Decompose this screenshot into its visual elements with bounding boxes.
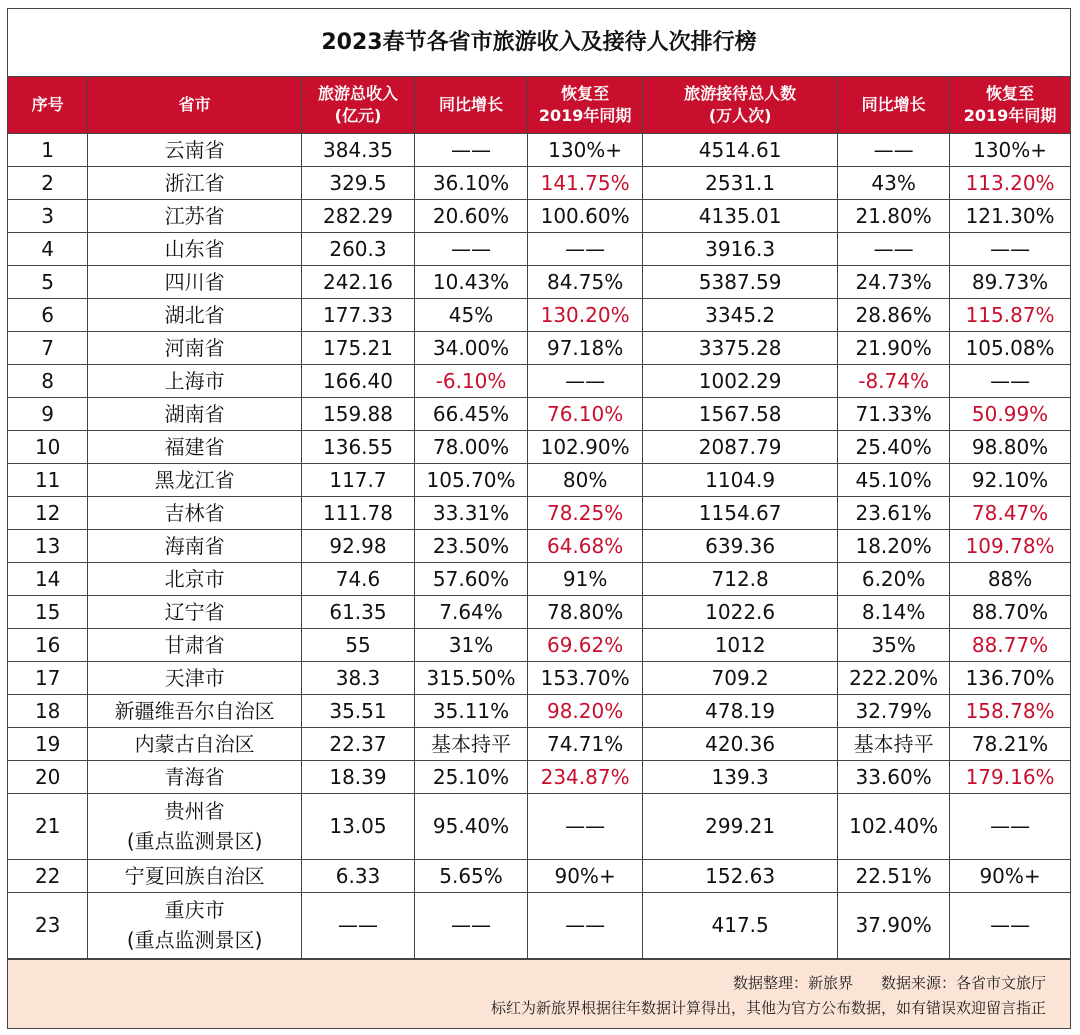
cell-rank: 22: [8, 859, 88, 892]
cell-revenue: 329.5: [301, 166, 414, 199]
cell-vis-growth: 43%: [838, 166, 950, 199]
cell-rank: 13: [8, 529, 88, 562]
cell-rank: 18: [8, 694, 88, 727]
cell-vis-recovery: 179.16%: [950, 760, 1070, 793]
cell-rev-recovery: 91%: [528, 562, 643, 595]
cell-revenue: 384.35: [301, 133, 414, 166]
cell-revenue: 159.88: [301, 397, 414, 430]
cell-visitors: 152.63: [643, 859, 838, 892]
table-row: [8, 529, 1070, 562]
cell-vis-recovery: 78.47%: [950, 496, 1070, 529]
cell-region: 辽宁省: [88, 595, 302, 628]
cell-rev-recovery: 141.75%: [528, 166, 643, 199]
cell-vis-growth: 24.73%: [838, 265, 950, 298]
cell-visitors: 139.3: [643, 760, 838, 793]
cell-visitors: 2531.1: [643, 166, 838, 199]
table-row: [8, 694, 1070, 727]
cell-rev-growth: 36.10%: [415, 166, 528, 199]
table-row: [8, 430, 1070, 463]
cell-rev-growth: 25.10%: [415, 760, 528, 793]
cell-rev-recovery: 97.18%: [528, 331, 643, 364]
cell-rev-growth: 78.00%: [415, 430, 528, 463]
table-row: [8, 496, 1070, 529]
cell-rev-recovery: 78.25%: [528, 496, 643, 529]
cell-rank: 1: [8, 133, 88, 166]
cell-visitors: 3375.28: [643, 331, 838, 364]
cell-vis-recovery: 78.21%: [950, 727, 1070, 760]
cell-rev-recovery: 100.60%: [528, 199, 643, 232]
table-row: [8, 661, 1070, 694]
col-rev-recovery-header: 恢复至 2019年同期: [528, 77, 643, 133]
cell-visitors: 1002.29: [643, 364, 838, 397]
cell-revenue: 35.51: [301, 694, 414, 727]
col-visitors-header: 旅游接待总人数 (万人次): [643, 77, 838, 133]
cell-rev-growth: 105.70%: [415, 463, 528, 496]
cell-rev-recovery: 130.20%: [528, 298, 643, 331]
cell-visitors: 1012: [643, 628, 838, 661]
cell-region: 上海市: [88, 364, 302, 397]
cell-region: 江苏省: [88, 199, 302, 232]
cell-rev-recovery: 78.80%: [528, 595, 643, 628]
cell-revenue: 177.33: [301, 298, 414, 331]
cell-vis-recovery: 113.20%: [950, 166, 1070, 199]
cell-region: 黑龙江省: [88, 463, 302, 496]
cell-rank: 6: [8, 298, 88, 331]
cell-rev-growth: 45%: [415, 298, 528, 331]
cell-vis-recovery: 130%+: [950, 133, 1070, 166]
cell-visitors: 478.19: [643, 694, 838, 727]
cell-vis-recovery: 50.99%: [950, 397, 1070, 430]
cell-rev-recovery: 153.70%: [528, 661, 643, 694]
cell-rev-recovery: ——: [528, 892, 643, 958]
cell-vis-recovery: ——: [950, 793, 1070, 859]
cell-revenue: 282.29: [301, 199, 414, 232]
cell-vis-recovery: 98.80%: [950, 430, 1070, 463]
table-row: [8, 628, 1070, 661]
cell-visitors: 709.2: [643, 661, 838, 694]
cell-vis-recovery: 92.10%: [950, 463, 1070, 496]
cell-rev-growth: 5.65%: [415, 859, 528, 892]
cell-rank: 20: [8, 760, 88, 793]
cell-visitors: 1567.58: [643, 397, 838, 430]
cell-region: 湖南省: [88, 397, 302, 430]
cell-rev-growth: 基本持平: [415, 727, 528, 760]
cell-vis-growth: 6.20%: [838, 562, 950, 595]
cell-rev-growth: 31%: [415, 628, 528, 661]
cell-rev-recovery: ——: [528, 793, 643, 859]
cell-visitors: 1104.9: [643, 463, 838, 496]
footer-source: 数据来源：各省市文旅厅: [880, 974, 1046, 992]
cell-rev-growth: ——: [415, 133, 528, 166]
cell-vis-recovery: 88.77%: [950, 628, 1070, 661]
cell-rev-growth: 315.50%: [415, 661, 528, 694]
cell-rank: 23: [8, 892, 88, 958]
cell-rank: 16: [8, 628, 88, 661]
col-region-header: 省市: [88, 77, 302, 133]
cell-region: 重庆市 (重点监测景区): [88, 892, 302, 958]
table-row: [8, 199, 1070, 232]
cell-rev-growth: 23.50%: [415, 529, 528, 562]
cell-visitors: 420.36: [643, 727, 838, 760]
table-body: [8, 133, 1070, 958]
table-row: [8, 331, 1070, 364]
table-row: [8, 793, 1070, 859]
cell-rev-recovery: ——: [528, 232, 643, 265]
cell-vis-recovery: ——: [950, 364, 1070, 397]
cell-vis-recovery: 115.87%: [950, 298, 1070, 331]
table-row: [8, 364, 1070, 397]
cell-vis-growth: 21.80%: [838, 199, 950, 232]
cell-visitors: 5387.59: [643, 265, 838, 298]
cell-rev-recovery: 102.90%: [528, 430, 643, 463]
cell-visitors: 4514.61: [643, 133, 838, 166]
cell-visitors: 417.5: [643, 892, 838, 958]
cell-rev-growth: 35.11%: [415, 694, 528, 727]
cell-visitors: 1022.6: [643, 595, 838, 628]
cell-rev-recovery: 64.68%: [528, 529, 643, 562]
table-row: [8, 397, 1070, 430]
cell-rank: 5: [8, 265, 88, 298]
cell-visitors: 1154.67: [643, 496, 838, 529]
cell-rev-recovery: ——: [528, 364, 643, 397]
cell-region: 福建省: [88, 430, 302, 463]
cell-revenue: 111.78: [301, 496, 414, 529]
table-row: [8, 727, 1070, 760]
cell-region: 新疆维吾尔自治区: [88, 694, 302, 727]
cell-visitors: 639.36: [643, 529, 838, 562]
cell-vis-recovery: 121.30%: [950, 199, 1070, 232]
cell-rev-growth: ——: [415, 232, 528, 265]
cell-rev-growth: 57.60%: [415, 562, 528, 595]
cell-region: 湖北省: [88, 298, 302, 331]
cell-rank: 4: [8, 232, 88, 265]
footer-compiled-by: 数据整理：新旅界: [732, 974, 853, 992]
cell-revenue: 166.40: [301, 364, 414, 397]
cell-vis-recovery: 105.08%: [950, 331, 1070, 364]
cell-revenue: 61.35: [301, 595, 414, 628]
cell-vis-growth: 32.79%: [838, 694, 950, 727]
cell-vis-growth: -8.74%: [838, 364, 950, 397]
cell-rank: 17: [8, 661, 88, 694]
cell-vis-growth: 45.10%: [838, 463, 950, 496]
cell-vis-growth: 222.20%: [838, 661, 950, 694]
cell-region: 青海省: [88, 760, 302, 793]
cell-region: 山东省: [88, 232, 302, 265]
cell-vis-growth: 37.90%: [838, 892, 950, 958]
cell-rev-growth: 95.40%: [415, 793, 528, 859]
cell-rev-recovery: 98.20%: [528, 694, 643, 727]
cell-region: 宁夏回族自治区: [88, 859, 302, 892]
cell-vis-growth: 102.40%: [838, 793, 950, 859]
table-row: [8, 859, 1070, 892]
footer-disclaimer: 标红为新旅界根据往年数据计算得出，其他为官方公布数据，如有错误欢迎留言指正: [490, 999, 1046, 1017]
cell-revenue: 117.7: [301, 463, 414, 496]
cell-region: 贵州省 (重点监测景区): [88, 793, 302, 859]
cell-rank: 2: [8, 166, 88, 199]
cell-rev-growth: 10.43%: [415, 265, 528, 298]
cell-region: 天津市: [88, 661, 302, 694]
cell-rev-growth: -6.10%: [415, 364, 528, 397]
cell-revenue: 18.39: [301, 760, 414, 793]
cell-vis-growth: 8.14%: [838, 595, 950, 628]
cell-rev-growth: 20.60%: [415, 199, 528, 232]
cell-rank: 7: [8, 331, 88, 364]
cell-revenue: 13.05: [301, 793, 414, 859]
cell-vis-recovery: 90%+: [950, 859, 1070, 892]
col-vis-recovery-header: 恢复至 2019年同期: [950, 77, 1070, 133]
cell-revenue: 260.3: [301, 232, 414, 265]
cell-vis-growth: 25.40%: [838, 430, 950, 463]
cell-revenue: 136.55: [301, 430, 414, 463]
cell-rev-recovery: 130%+: [528, 133, 643, 166]
header-row: [8, 77, 1070, 133]
cell-rev-growth: 33.31%: [415, 496, 528, 529]
cell-vis-growth: 33.60%: [838, 760, 950, 793]
cell-rev-recovery: 80%: [528, 463, 643, 496]
cell-vis-growth: 21.90%: [838, 331, 950, 364]
cell-vis-growth: 71.33%: [838, 397, 950, 430]
cell-rev-growth: 7.64%: [415, 595, 528, 628]
cell-rev-recovery: 90%+: [528, 859, 643, 892]
table-row: [8, 892, 1070, 958]
table-row: [8, 595, 1070, 628]
cell-rank: 3: [8, 199, 88, 232]
cell-visitors: 3345.2: [643, 298, 838, 331]
col-rank-header: 序号: [8, 77, 88, 133]
cell-region: 北京市: [88, 562, 302, 595]
table-title: 2023春节各省市旅游收入及接待人次排行榜: [8, 9, 1070, 77]
cell-vis-recovery: 158.78%: [950, 694, 1070, 727]
cell-rev-recovery: 234.87%: [528, 760, 643, 793]
cell-rank: 9: [8, 397, 88, 430]
cell-region: 河南省: [88, 331, 302, 364]
cell-revenue: 74.6: [301, 562, 414, 595]
table-row: [8, 760, 1070, 793]
cell-revenue: 92.98: [301, 529, 414, 562]
cell-rev-recovery: 76.10%: [528, 397, 643, 430]
cell-revenue: 175.21: [301, 331, 414, 364]
footer-note: [8, 959, 1070, 1028]
cell-rank: 11: [8, 463, 88, 496]
cell-visitors: 2087.79: [643, 430, 838, 463]
cell-revenue: ——: [301, 892, 414, 958]
cell-region: 四川省: [88, 265, 302, 298]
col-rev-growth-header: 同比增长: [415, 77, 528, 133]
col-vis-growth-header: 同比增长: [838, 77, 950, 133]
cell-revenue: 55: [301, 628, 414, 661]
cell-rev-recovery: 84.75%: [528, 265, 643, 298]
cell-visitors: 3916.3: [643, 232, 838, 265]
cell-region: 吉林省: [88, 496, 302, 529]
table-row: [8, 232, 1070, 265]
cell-vis-growth: 35%: [838, 628, 950, 661]
table-row: [8, 298, 1070, 331]
cell-revenue: 6.33: [301, 859, 414, 892]
col-revenue-header: 旅游总收入 (亿元): [301, 77, 414, 133]
cell-vis-recovery: 88%: [950, 562, 1070, 595]
cell-visitors: 299.21: [643, 793, 838, 859]
cell-rev-growth: 34.00%: [415, 331, 528, 364]
cell-region: 云南省: [88, 133, 302, 166]
cell-visitors: 712.8: [643, 562, 838, 595]
cell-revenue: 22.37: [301, 727, 414, 760]
cell-vis-recovery: 89.73%: [950, 265, 1070, 298]
ranking-table: [8, 77, 1070, 959]
cell-rank: 8: [8, 364, 88, 397]
cell-vis-recovery: ——: [950, 892, 1070, 958]
cell-rev-growth: 66.45%: [415, 397, 528, 430]
cell-rev-recovery: 69.62%: [528, 628, 643, 661]
cell-rank: 14: [8, 562, 88, 595]
cell-revenue: 38.3: [301, 661, 414, 694]
cell-region: 甘肃省: [88, 628, 302, 661]
cell-vis-growth: 23.61%: [838, 496, 950, 529]
ranking-table-frame: [7, 8, 1071, 1029]
cell-vis-growth: 28.86%: [838, 298, 950, 331]
cell-rank: 21: [8, 793, 88, 859]
cell-vis-growth: ——: [838, 232, 950, 265]
table-row: [8, 133, 1070, 166]
cell-rev-growth: ——: [415, 892, 528, 958]
cell-vis-recovery: 109.78%: [950, 529, 1070, 562]
cell-rank: 15: [8, 595, 88, 628]
cell-vis-recovery: 136.70%: [950, 661, 1070, 694]
table-row: [8, 463, 1070, 496]
cell-visitors: 4135.01: [643, 199, 838, 232]
cell-rank: 19: [8, 727, 88, 760]
cell-vis-growth: 18.20%: [838, 529, 950, 562]
cell-region: 浙江省: [88, 166, 302, 199]
cell-revenue: 242.16: [301, 265, 414, 298]
cell-rank: 10: [8, 430, 88, 463]
table-row: [8, 562, 1070, 595]
cell-region: 内蒙古自治区: [88, 727, 302, 760]
table-row: [8, 166, 1070, 199]
cell-vis-growth: ——: [838, 133, 950, 166]
table-row: [8, 265, 1070, 298]
cell-vis-growth: 基本持平: [838, 727, 950, 760]
cell-rank: 12: [8, 496, 88, 529]
cell-rev-recovery: 74.71%: [528, 727, 643, 760]
cell-vis-recovery: 88.70%: [950, 595, 1070, 628]
cell-vis-recovery: ——: [950, 232, 1070, 265]
cell-region: 海南省: [88, 529, 302, 562]
cell-vis-growth: 22.51%: [838, 859, 950, 892]
